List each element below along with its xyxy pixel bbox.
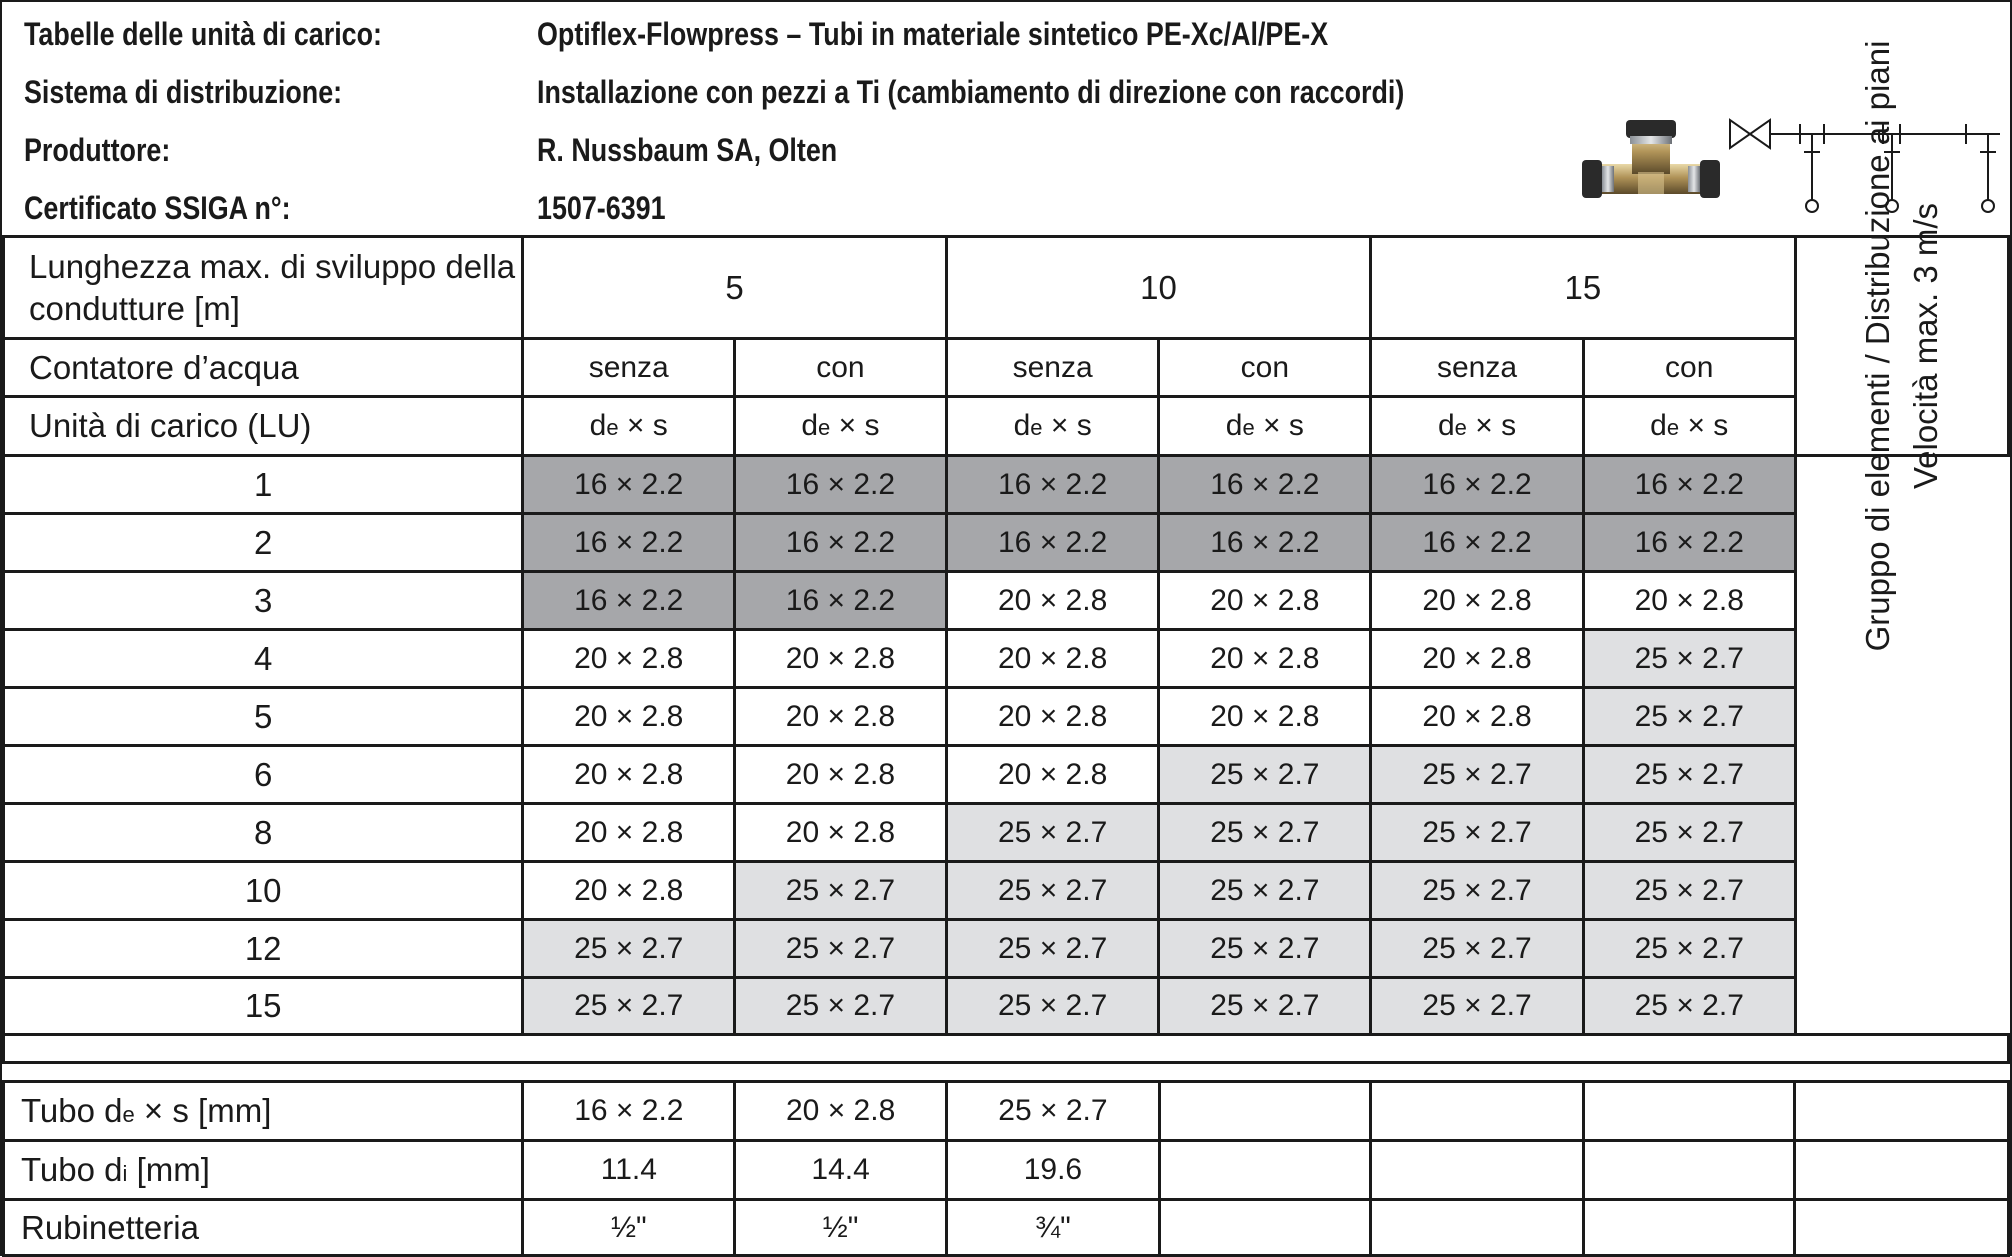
lu-value: 3: [4, 572, 523, 630]
empty-cell: [1583, 1082, 1795, 1141]
meter-label: Contatore d’acqua: [4, 339, 523, 397]
pipe-size-cell: 25 × 2.7: [735, 978, 947, 1035]
pipe-size-cell: 20 × 2.8: [1371, 688, 1584, 746]
pipe-size-cell: 20 × 2.8: [1159, 572, 1371, 630]
side-caption: [1795, 40, 2008, 652]
pipe-size-cell: 25 × 2.7: [735, 862, 947, 920]
length-5: 5: [523, 237, 946, 339]
pipe-de-label: Tubo de × s [mm]: [4, 1082, 523, 1141]
header-label-certificate: Certificato SSIGA n°:: [24, 190, 291, 226]
pipe-size-cell: 20 × 2.8: [523, 862, 735, 920]
column-unit: de × s: [946, 397, 1159, 456]
table-row: [4, 804, 2009, 862]
spacer-row: [4, 1035, 2009, 1063]
pipe-size-cell: 16 × 2.2: [735, 514, 947, 572]
pipe-size-cell: 20 × 2.8: [523, 630, 735, 688]
length-label: Lunghezza max. di sviluppo della condutture [m]: [4, 237, 523, 339]
pipe-size-cell: 25 × 2.7: [1583, 978, 1795, 1035]
pipe-de-value: 25 × 2.7: [947, 1082, 1160, 1141]
column-unit: de × s: [1371, 397, 1584, 456]
pipe-size-cell: 16 × 2.2: [1159, 456, 1371, 514]
fitting-label: Rubinetteria: [4, 1200, 523, 1256]
empty-cell: [1795, 1082, 2009, 1141]
column-unit: de × s: [1159, 397, 1371, 456]
length-15: 15: [1371, 237, 1795, 339]
header-value-producer: R. Nussbaum SA, Olten: [537, 132, 838, 168]
pipe-size-cell: 25 × 2.7: [1583, 920, 1795, 978]
header-value-system: Installazione con pezzi a Ti (cambiamento di direzione con raccordi): [537, 74, 1405, 110]
pipe-size-cell: 16 × 2.2: [523, 514, 735, 572]
column-unit: de × s: [1583, 397, 1795, 456]
table-row: [4, 572, 2009, 630]
pipe-size-cell: 16 × 2.2: [946, 456, 1159, 514]
pipe-size-cell: 16 × 2.2: [1371, 514, 1584, 572]
header-value-table: Optiflex-Flowpress – Tubi in materiale sintetico PE-Xc/Al/PE-X: [537, 16, 1329, 52]
side-caption-line2: Velocità max. 3 m/s: [1906, 202, 1944, 490]
pipe-size-cell: 16 × 2.2: [1583, 514, 1795, 572]
table-row: [4, 630, 2009, 688]
empty-cell: [1583, 1141, 1795, 1200]
pipe-size-cell: 20 × 2.8: [1159, 630, 1371, 688]
lu-value: 10: [4, 862, 523, 920]
pipe-size-cell: 20 × 2.8: [523, 688, 735, 746]
lu-value: 2: [4, 514, 523, 572]
fitting-value: ½": [735, 1200, 947, 1256]
tee-fitting-photo-icon: [1580, 112, 1722, 212]
lu-value: 6: [4, 746, 523, 804]
pipe-de-value: 16 × 2.2: [523, 1082, 735, 1141]
pipe-size-cell: 20 × 2.8: [735, 804, 947, 862]
pipe-size-cell: 20 × 2.8: [735, 688, 947, 746]
pipe-size-cell: 20 × 2.8: [1371, 630, 1584, 688]
meter-option: con: [1583, 339, 1795, 397]
header-label-table: Tabelle delle unità di carico:: [24, 16, 382, 52]
empty-cell: [1583, 1200, 1795, 1256]
empty-cell: [1795, 1200, 2009, 1256]
pipe-size-cell: 25 × 2.7: [1371, 804, 1584, 862]
lu-value: 8: [4, 804, 523, 862]
pipe-de-value: 20 × 2.8: [735, 1082, 947, 1141]
empty-cell: [1159, 1082, 1371, 1141]
pipe-size-cell: 20 × 2.8: [1159, 688, 1371, 746]
pipe-size-cell: 25 × 2.7: [1371, 920, 1584, 978]
table-row: [4, 920, 2009, 978]
fitting-value: ½": [523, 1200, 735, 1256]
pipe-size-cell: 25 × 2.7: [1583, 746, 1795, 804]
empty-cell: [1159, 1141, 1371, 1200]
pipe-size-cell: 25 × 2.7: [1159, 862, 1371, 920]
empty-cell: [1371, 1082, 1584, 1141]
pipe-size-cell: 25 × 2.7: [1159, 804, 1371, 862]
pipe-size-cell: 16 × 2.2: [1371, 456, 1584, 514]
pipe-size-cell: 20 × 2.8: [1583, 572, 1795, 630]
pipe-size-cell: 25 × 2.7: [1371, 978, 1584, 1035]
length-10: 10: [946, 237, 1370, 339]
empty-cell: [1371, 1200, 1584, 1256]
pipe-size-cell: 25 × 2.7: [946, 920, 1159, 978]
pipe-size-cell: 20 × 2.8: [523, 804, 735, 862]
pipe-size-cell: 20 × 2.8: [946, 688, 1159, 746]
pipe-size-cell: 20 × 2.8: [735, 746, 947, 804]
pipe-size-cell: 20 × 2.8: [946, 746, 1159, 804]
pipe-size-cell: 16 × 2.2: [946, 514, 1159, 572]
pipe-size-cell: 20 × 2.8: [523, 746, 735, 804]
meter-option: senza: [523, 339, 735, 397]
table-row: [4, 514, 2009, 572]
table-row: [4, 862, 2009, 920]
pipe-size-cell: 25 × 2.7: [1371, 746, 1584, 804]
pipe-size-cell: 16 × 2.2: [735, 456, 947, 514]
pipe-di-value: 11.4: [523, 1141, 735, 1200]
pipe-di-value: 19.6: [947, 1141, 1160, 1200]
lu-value: 12: [4, 920, 523, 978]
pipe-di-value: 14.4: [735, 1141, 947, 1200]
empty-cell: [1159, 1200, 1371, 1256]
column-unit: de × s: [735, 397, 947, 456]
pipe-size-cell: 25 × 2.7: [1159, 920, 1371, 978]
side-caption-line1: Gruppo di elementi / Distribuzione ai piani: [1858, 40, 1896, 652]
pipe-size-cell: 25 × 2.7: [946, 978, 1159, 1035]
pipe-size-cell: 16 × 2.2: [1583, 456, 1795, 514]
pipe-size-cell: 20 × 2.8: [946, 572, 1159, 630]
pipe-size-cell: 25 × 2.7: [523, 920, 735, 978]
table-row: [4, 978, 2009, 1035]
meter-option: con: [735, 339, 947, 397]
pipe-size-cell: 25 × 2.7: [946, 804, 1159, 862]
lu-label: Unità di carico (LU): [4, 397, 523, 456]
pipe-size-cell: 25 × 2.7: [1159, 978, 1371, 1035]
pipe-size-cell: 20 × 2.8: [946, 630, 1159, 688]
table-row: [4, 456, 2009, 514]
pipe-size-cell: 16 × 2.2: [735, 572, 947, 630]
header-label-system: Sistema di distribuzione:: [24, 74, 343, 110]
empty-cell: [1371, 1141, 1584, 1200]
header-value-certificate: 1507-6391: [537, 190, 666, 226]
pipe-reference-table: [2, 1080, 2010, 1257]
lu-value: 15: [4, 978, 523, 1035]
pipe-size-cell: 20 × 2.8: [735, 630, 947, 688]
pipe-size-cell: 25 × 2.7: [1583, 862, 1795, 920]
column-unit: de × s: [523, 397, 735, 456]
pipe-size-cell: 16 × 2.2: [1159, 514, 1371, 572]
header-label-producer: Produttore:: [24, 132, 171, 168]
pipe-size-cell: 25 × 2.7: [946, 862, 1159, 920]
pipe-size-cell: 20 × 2.8: [1371, 572, 1584, 630]
pipe-size-cell: 16 × 2.2: [523, 572, 735, 630]
meter-option: senza: [1371, 339, 1584, 397]
header-block: [2, 2, 2010, 238]
pipe-size-cell: 25 × 2.7: [1371, 862, 1584, 920]
table-row: [4, 746, 2009, 804]
meter-option: senza: [946, 339, 1159, 397]
empty-cell: [1795, 1141, 2009, 1200]
fitting-value: ¾": [947, 1200, 1160, 1256]
pipe-size-cell: 16 × 2.2: [523, 456, 735, 514]
pipe-di-label: Tubo di [mm]: [4, 1141, 523, 1200]
pipe-size-cell: 25 × 2.7: [1583, 688, 1795, 746]
pipe-size-cell: 25 × 2.7: [735, 920, 947, 978]
pipe-size-cell: 25 × 2.7: [1159, 746, 1371, 804]
table-row: [4, 688, 2009, 746]
lu-value: 4: [4, 630, 523, 688]
lu-value: 5: [4, 688, 523, 746]
meter-option: con: [1159, 339, 1371, 397]
pipe-size-cell: 25 × 2.7: [1583, 630, 1795, 688]
pipe-size-cell: 25 × 2.7: [523, 978, 735, 1035]
lu-value: 1: [4, 456, 523, 514]
pipe-size-cell: 25 × 2.7: [1583, 804, 1795, 862]
